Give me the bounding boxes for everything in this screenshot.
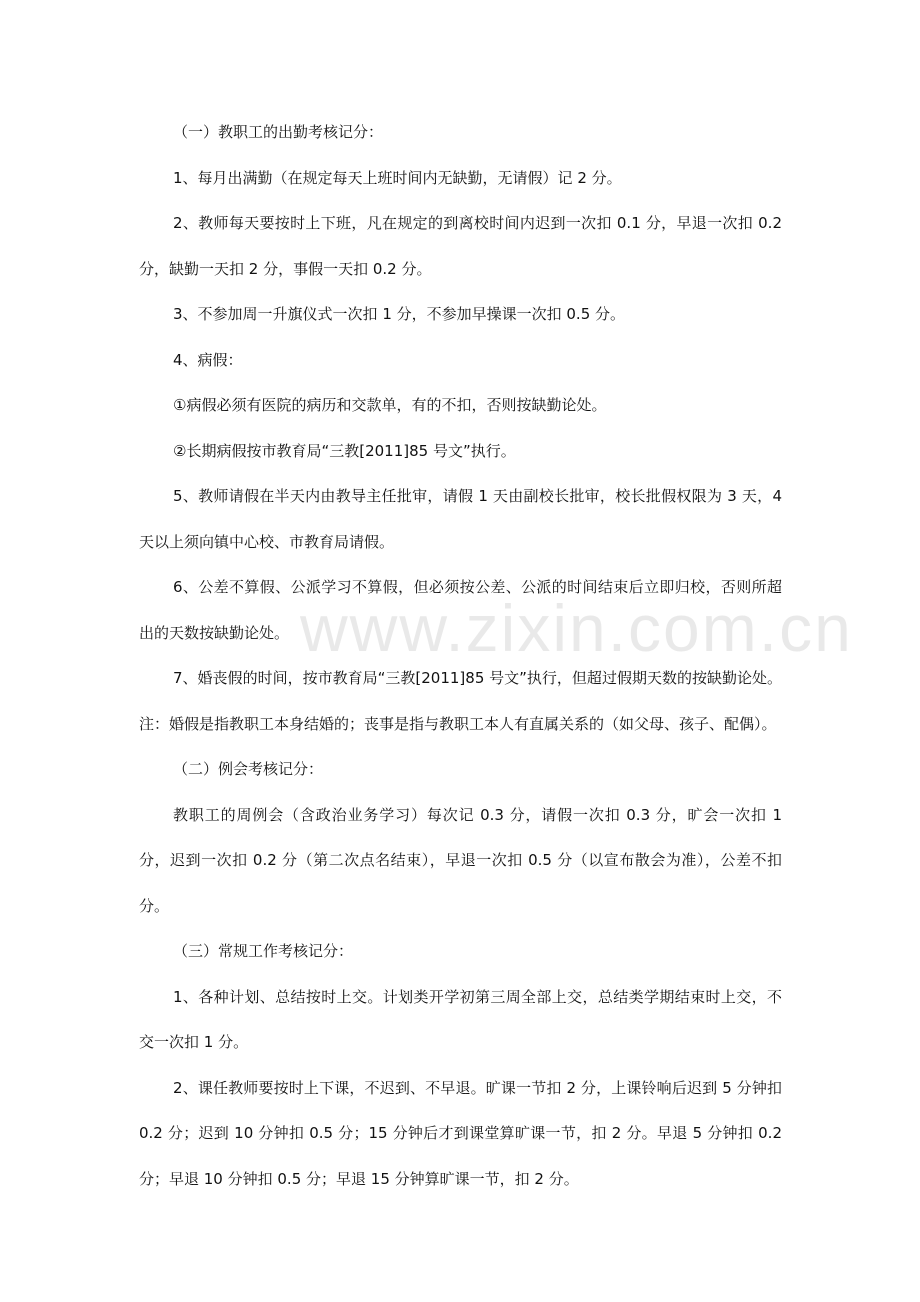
paragraph: 1、每月出满勤（在规定每天上班时间内无缺勤，无请假）记 2 分。 <box>173 168 622 187</box>
paragraph: 1、各种计划、总结按时上交。计划类开学初第三周全部上交，总结类学期结束时上交，不交一次扣 1 分。 <box>139 987 782 1051</box>
document-body <box>139 110 782 1202</box>
paragraph: 教职工的周例会（含政治业务学习）每次记 0.3 分，请假一次扣 0.3 分，旷会一次扣 1 分，迟到一次扣 0.2 分（第二次点名结束），早退一次扣 0.5 分（以宣布散会为准），公差不扣分。 <box>139 805 782 915</box>
section-heading-attendance: （一）教职工的出勤考核记分： <box>173 123 384 141</box>
paragraph: ①病假必须有医院的病历和交款单，有的不扣，否则按缺勤论处。 <box>173 396 607 414</box>
paragraph: 6、公差不算假、公派学习不算假，但必须按公差、公派的时间结束后立即归校，否则所超出的天数按缺勤论处。 <box>139 578 782 642</box>
section-heading-routine-work: （三）常规工作考核记分： <box>173 942 354 960</box>
paragraph: 7、婚丧假的时间，按市教育局“三教[2011]85 号文”执行，但超过假期天数的按缺勤论处。注：婚假是指教职工本身结婚的；丧事是指与教职工本人有直属关系的（如父母、孩子、配偶）。 <box>139 669 782 733</box>
paragraph: ②长期病假按市教育局“三教[2011]85 号文”执行。 <box>173 441 516 460</box>
section-heading-meetings: （二）例会考核记分： <box>173 760 324 778</box>
paragraph: 2、课任教师要按时上下课，不迟到、不早退。旷课一节扣 2 分，上课铃响后迟到 5 分钟扣 0.2 分；迟到 10 分钟扣 0.5 分；15 分钟后才到课堂算旷课一节，扣 2 分。早退 5 分钟扣 0.2 分；早退 10 分钟扣 0.5 分；早退 15 分钟算旷课一节，扣 2 分。 <box>139 1078 782 1188</box>
paragraph: 3、不参加周一升旗仪式一次扣 1 分，不参加早操课一次扣 0.5 分。 <box>173 305 626 323</box>
paragraph: 2、教师每天要按时上下班，凡在规定的到离校时间内迟到一次扣 0.1 分，早退一次扣 0.2 分，缺勤一天扣 2 分，事假一天扣 0.2 分。 <box>139 214 782 278</box>
watermark: www.zixin.com.cn <box>300 591 853 665</box>
paragraph: 5、教师请假在半天内由教导主任批审，请假 1 天由副校长批审，校长批假权限为 3 天，4 天以上须向镇中心校、市教育局请假。 <box>139 487 782 551</box>
paragraph: 4、病假： <box>173 350 243 369</box>
